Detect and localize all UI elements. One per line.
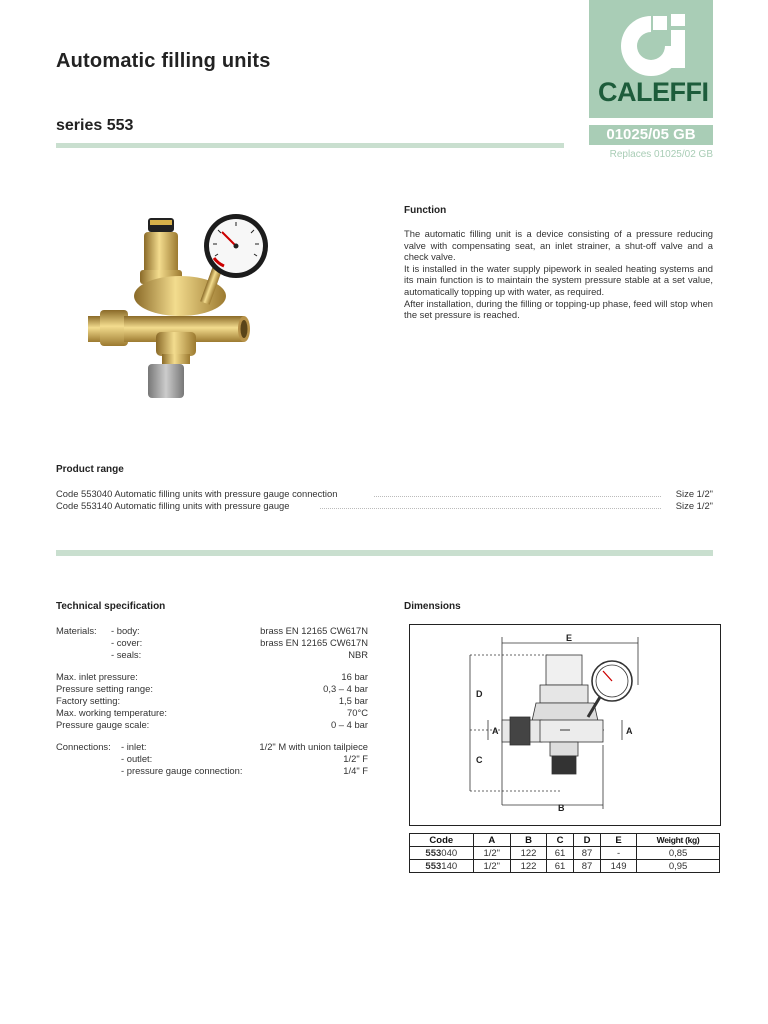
spec-value: brass EN 12165 CW617N <box>260 636 368 648</box>
column-header: B <box>510 834 546 847</box>
leader-dots <box>320 508 661 509</box>
table-header-row <box>410 834 720 847</box>
spec-value: 1,5 bar <box>338 694 368 706</box>
code-prefix: 553 <box>425 860 442 872</box>
column-header: E <box>601 834 637 847</box>
function-paragraph: After installation, during the filling or topping-up phase, feed will stop when the set pressure is reached. <box>404 297 713 321</box>
table-cell: 0,85 <box>637 847 720 860</box>
spec-value: 1/2" F <box>343 753 368 765</box>
product-range-heading: Product range <box>56 464 124 475</box>
table-cell: 61 <box>547 847 574 860</box>
column-header: A <box>473 834 510 847</box>
spec-label: Pressure gauge scale: <box>56 718 150 730</box>
table-cell: 61 <box>547 860 574 873</box>
dimension-diagram-icon <box>410 625 720 825</box>
spec-label: - outlet: <box>121 753 153 765</box>
materials-label: Materials: <box>56 625 97 636</box>
table-cell: 149 <box>601 860 637 873</box>
table-row <box>410 860 720 873</box>
spec-row <box>56 741 368 753</box>
spec-row <box>56 671 368 683</box>
spec-row <box>56 753 368 765</box>
replaces-note: Replaces 01025/02 GB <box>609 149 713 160</box>
column-header: Code <box>410 834 474 847</box>
spec-label: - inlet: <box>121 741 147 753</box>
spec-row <box>56 719 368 731</box>
range-size: Size 1/2" <box>675 488 713 499</box>
code-suffix: 140 <box>441 860 458 872</box>
table-cell: - <box>601 847 637 860</box>
product-range-list <box>56 488 713 512</box>
range-description: Code 553040 Automatic filling units with pressure gauge connection <box>56 488 338 499</box>
code-suffix: 040 <box>441 847 458 859</box>
spec-value: 70°C <box>347 706 368 718</box>
spec-label: - cover: <box>111 636 143 648</box>
code-cell <box>410 860 474 873</box>
dimension-drawing <box>409 624 721 826</box>
spec-label: Max. working temperature: <box>56 706 167 718</box>
spec-row <box>56 707 368 719</box>
dim-label-c: C <box>476 755 483 765</box>
table-cell: 0,95 <box>637 860 720 873</box>
spec-row <box>56 683 368 695</box>
function-text <box>404 228 713 321</box>
spec-label: Factory setting: <box>56 694 121 706</box>
spec-value: 16 bar <box>341 671 368 683</box>
function-paragraph: It is installed in the water supply pipework in sealed heating systems and its main function is to maintain the system pressure stable at a set value, automatically topping up with water, as required. <box>404 262 713 297</box>
function-paragraph: The automatic filling unit is a device consisting of a pressure reducing valve with compensating seat, an inlet strainer, a shut-off valve and a check valve. <box>404 228 713 263</box>
spec-value: 1/4" F <box>343 764 368 776</box>
brand-name: CALEFFI <box>598 77 709 107</box>
spec-value: 0 – 4 bar <box>330 718 368 730</box>
dim-label-b: B <box>558 803 565 813</box>
spec-label: Pressure setting range: <box>56 683 153 695</box>
table-cell: 122 <box>510 860 546 873</box>
dim-label-e: E <box>566 633 573 643</box>
dim-label-a-left: A <box>492 726 499 736</box>
table-row <box>410 847 720 860</box>
technical-spec <box>56 625 368 777</box>
range-size: Size 1/2" <box>675 500 713 511</box>
table-cell: 87 <box>574 860 601 873</box>
list-item <box>56 500 713 512</box>
spec-value: brass EN 12165 CW617N <box>260 625 368 636</box>
code-cell <box>410 847 474 860</box>
series-label: series 553 <box>56 117 134 134</box>
technical-heading: Technical specification <box>56 601 166 612</box>
document-code: 01025/05 GB <box>589 125 713 145</box>
header-rule <box>56 143 564 148</box>
dim-label-a-right: A <box>626 726 633 736</box>
dimensions-heading: Dimensions <box>404 601 461 612</box>
spec-row <box>56 625 368 637</box>
table-cell: 122 <box>510 847 546 860</box>
spec-row <box>56 637 368 649</box>
spec-value: 0,3 – 4 bar <box>323 683 368 695</box>
spec-row <box>56 649 368 661</box>
section-rule <box>56 550 713 556</box>
leader-dots <box>374 496 661 497</box>
spec-value: NBR <box>348 648 368 660</box>
spec-label: - body: <box>111 625 140 636</box>
list-item <box>56 488 713 500</box>
spec-row <box>56 765 368 777</box>
table-cell: 87 <box>574 847 601 860</box>
dimensions-table <box>409 833 720 873</box>
column-header: C <box>547 834 574 847</box>
column-header: D <box>574 834 601 847</box>
product-photo <box>80 210 280 405</box>
spec-row <box>56 695 368 707</box>
table-cell: 1/2" <box>473 860 510 873</box>
spec-value: 1/2" M with union tailpiece <box>259 741 368 753</box>
column-header: Weight (kg) <box>637 834 720 847</box>
code-prefix: 553 <box>425 847 442 859</box>
table-cell: 1/2" <box>473 847 510 860</box>
connections-label: Connections: <box>56 741 111 753</box>
spec-label: - seals: <box>111 648 142 660</box>
dim-label-d: D <box>476 689 483 699</box>
filling-unit-image <box>80 210 280 405</box>
page-title: Automatic filling units <box>56 50 271 72</box>
function-heading: Function <box>404 205 447 216</box>
spec-label: Max. inlet pressure: <box>56 671 138 683</box>
range-description: Code 553140 Automatic filling units with pressure gauge <box>56 500 290 511</box>
spec-label: - pressure gauge connection: <box>121 764 243 776</box>
